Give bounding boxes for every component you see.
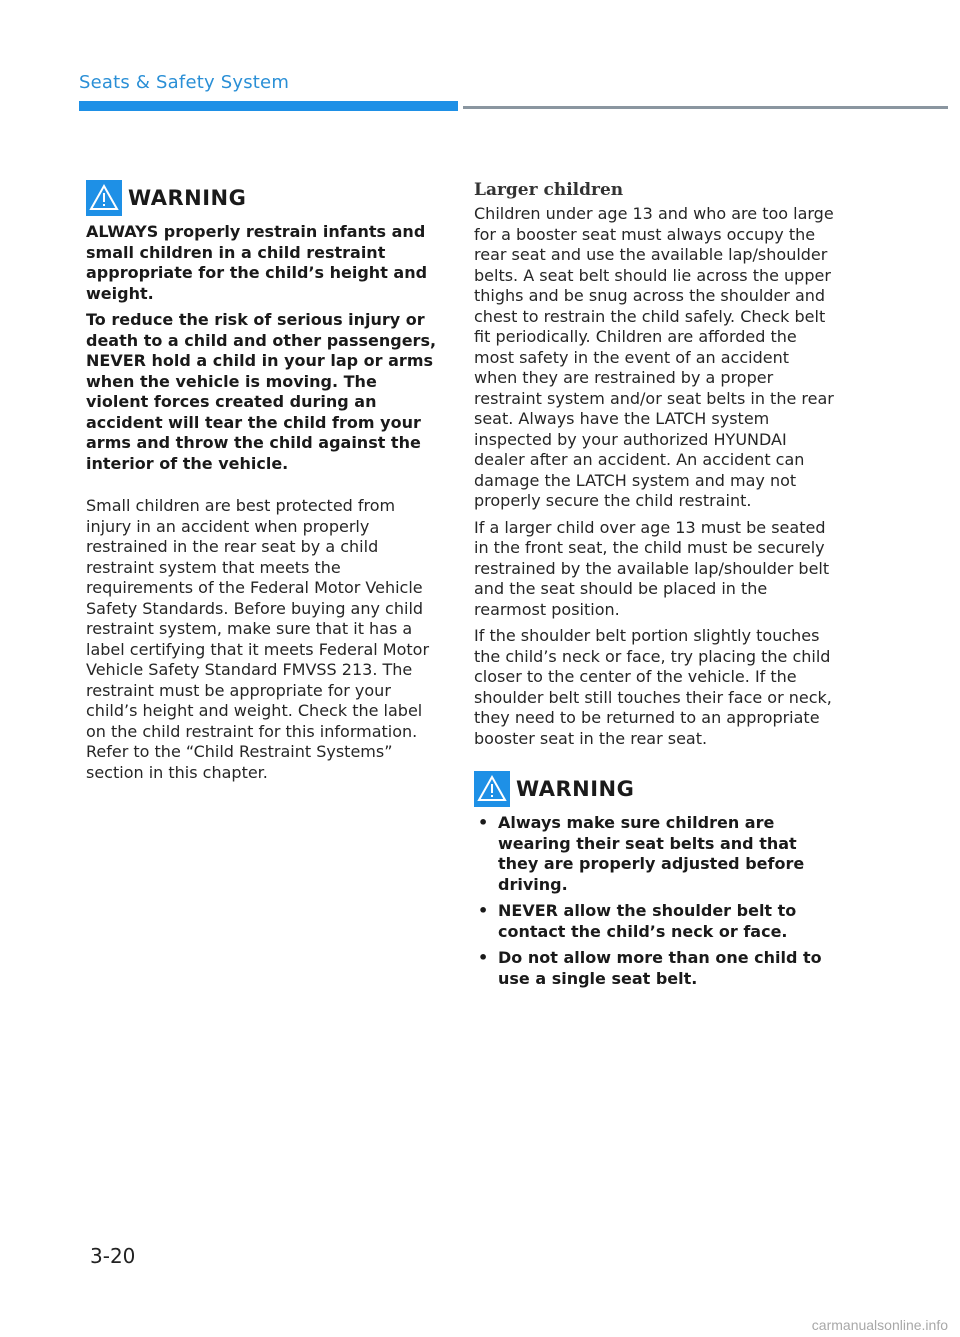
bullet-icon: • <box>478 813 489 832</box>
list-item-text: Always make sure children are wearing their seat belts and that they are properly adjusted before driving. <box>498 813 805 894</box>
warning-box-1 <box>86 180 438 474</box>
list-item <box>474 901 834 942</box>
bullet-icon: • <box>478 948 489 967</box>
body-paragraph: If the shoulder belt portion slightly touches the child’s neck or face, try placing the child closer to the center of the vehicle. If the shoulder belt still touches their face or neck, they need to be returned to an appropriate booster seat in the rear seat. <box>474 626 832 748</box>
list-item-text: Do not allow more than one child to use a single seat belt. <box>498 948 822 988</box>
warning-title: WARNING <box>516 777 635 801</box>
body-paragraph: If a larger child over age 13 must be seated in the front seat, the child must be securely restrained by the available lap/shoulder belt and the seat should be placed in the rearmost position. <box>474 517 830 619</box>
page-number: 3-20 <box>90 1244 136 1268</box>
section-title: Seats & Safety System <box>79 72 290 93</box>
warning-triangle-icon <box>86 180 122 216</box>
warning-paragraph: ALWAYS properly restrain infants and small children in a child restraint appropriate for the child’s height and weight. <box>86 222 428 303</box>
subsection-title: Larger children <box>474 180 624 200</box>
warning-list <box>474 813 834 989</box>
left-column <box>86 180 438 789</box>
right-column <box>474 180 834 995</box>
list-item <box>474 948 834 989</box>
header-bar-accent <box>79 101 458 111</box>
warning-header <box>86 180 438 216</box>
list-item <box>474 813 834 895</box>
warning-paragraph: To reduce the risk of serious injury or death to a child and other passengers, NEVER hold a child in your lap or arms when the vehicle is moving. The violent forces created during an accident will tear the child from your arms and throw the child against the interior of the vehicle. <box>86 310 437 473</box>
header-bar-rule <box>463 106 948 109</box>
bullet-icon: • <box>478 901 489 920</box>
body-paragraph: Small children are best protected from injury in an accident when properly restrained in the rear seat by a child restraint system that meets the requirements of the Federal Motor Vehicle Safety Standards. Before buying any child restraint system, make sure that it has a label certifying that it meets Federal Motor Vehicle Safety Standard FMVSS 213. The restraint must be appropriate for your child’s height and weight. Check the label on the child restraint for this information. Refer to the “Child Restraint Systems” section in this chapter. <box>86 496 430 782</box>
body-paragraph: Children under age 13 and who are too large for a booster seat must always occupy the rear seat and use the available lap/shoulder belts. A seat belt should lie across the upper thighs and be snug across the shoulder and chest to restrain the child safely. Check belt fit periodically. Children are afforded the most safety in the event of an accident when they are restrained by a proper restraint system and/or seat belts in the rear seat. Always have the LATCH system inspected by your authorized HYUNDAI dealer after an accident. An accident can damage the LATCH system and may not properly secure the child restraint. <box>474 204 834 510</box>
watermark: carmanualsonline.info <box>811 1317 948 1333</box>
warning-triangle-icon <box>474 771 510 807</box>
warning-box-2 <box>474 771 834 989</box>
warning-title: WARNING <box>128 186 247 210</box>
list-item-text: NEVER allow the shoulder belt to contact the child’s neck or face. <box>498 901 797 941</box>
warning-header <box>474 771 834 807</box>
